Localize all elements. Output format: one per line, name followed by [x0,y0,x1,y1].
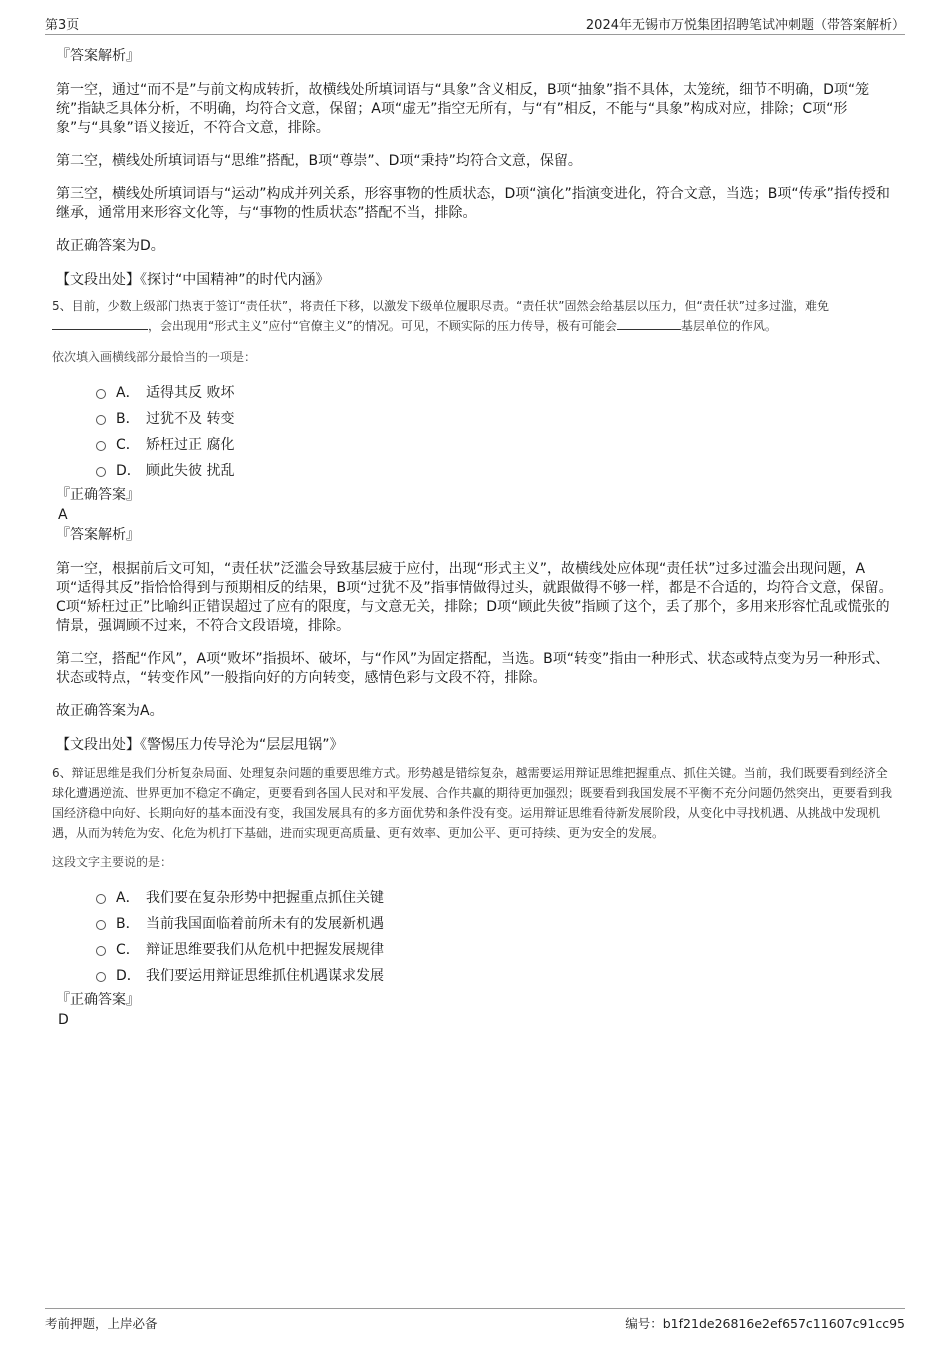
radio-icon[interactable] [96,415,106,425]
analysis-paragraph: 第三空，横线处所填词语与“运动”构成并列关系，形容事物的性质状态，D项“演化”指演变进化，符合文意，当选；B项“传承”指传授和继承，通常用来形容文化等，与“事物的性质状态”搭配不当，排除。 [56,186,890,221]
blank-1 [52,317,148,330]
footer-slogan: 考前押题，上岸必备 [45,1316,158,1331]
analysis-label: 『答案解析』 [56,527,140,543]
document-serial: 编号：b1f21de26816e2ef657c11607c91cc95 [625,1316,905,1331]
radio-icon[interactable] [96,894,106,904]
option-d[interactable]: D． 我们要运用辩证思维抓住机遇谋求发展 [96,963,894,989]
correct-answer: A [58,507,68,523]
correct-answer-label: 『正确答案』 [56,992,140,1008]
radio-icon[interactable] [96,441,106,451]
analysis-paragraph: 第二空，横线处所填词语与“思维”搭配，B项“尊崇”、D项“秉持”均符合文意，保留。 [56,153,582,169]
option-c[interactable]: C． 辩证思维要我们从危机中把握发展规律 [96,937,894,963]
page-content [52,45,894,1029]
option-a[interactable]: A． 适得其反 败坏 [96,380,894,406]
correct-answer: D [58,1012,69,1028]
source-citation: 【文段出处】《探讨“中国精神”的时代内涵》 [56,272,330,288]
page-header [45,14,905,35]
analysis-label: 『答案解析』 [56,48,140,64]
analysis-paragraph: 第二空，搭配“作风”，A项“败坏”指损坏、破坏，与“作风”为固定搭配，当选。B项“转变”指由一种形式、状态或特点变为另一种形式、状态或特点，“转变作风”一般指向好的方向转变，感情色彩与文段不符，排除。 [56,651,890,686]
question-5-stem: 5、目前，少数上级部门热衷于签订“责任状”，将责任下移，以激发下级单位履职尽责。“责任状”固然会给基层以压力，但“责任状”过多过滥，难免，会出现用“形式主义”应付“官僚主义”的情况。可见，不顾实际的压力传导，极有可能会 基层单位的作风。 [52,299,829,333]
correct-answer-label: 『正确答案』 [56,487,140,503]
analysis-paragraph: 第一空，根据前后文可知，“责任状”泛滥会导致基层疲于应付，出现“形式主义”，故横线处应体现“责任状”过多过滥会出现问题，A项“适得其反”指恰恰得到与预期相反的结果，B项“过犹不及”指事情做得过头，就跟做得不够一样，都是不合适的，均符合文意，保留。C项“矫枉过正”比喻纠正错误超过了应有的限度，与文意无关，排除；D项“顾此失彼”指顾了这个，丢了那个，多用来形容忙乱或慌张的情景，强调顾不过来，不符合文段语境，排除。 [56,561,893,634]
radio-icon[interactable] [96,467,106,477]
option-c[interactable]: C． 矫枉过正 腐化 [96,432,894,458]
answer-conclusion: 故正确答案为A。 [56,703,164,719]
question-6-options [96,885,894,989]
source-citation: 【文段出处】《警惕压力传导沦为“层层甩锅”》 [56,737,344,753]
option-b[interactable]: B． 当前我国面临着前所未有的发展新机遇 [96,911,894,937]
radio-icon[interactable] [96,972,106,982]
question-5-prompt: 依次填入画横线部分最恰当的一项是： [52,350,257,364]
document-title: 2024年无锡市万悦集团招聘笔试冲刺题（带答案解析） [585,18,905,33]
radio-icon[interactable] [96,389,106,399]
question-6-stem: 6、辩证思维是我们分析复杂局面、处理复杂问题的重要思维方式。形势越是错综复杂，越需要运用辩证思维把握重点、抓住关键。当前，我们既要看到经济全球化遭遇逆流、世界更加不稳定不确定，更要看到各国人民对和平发展、合作共赢的期待更加强烈；既要看到我国发展不平衡不充分问题仍然突出，更要看到我国经济稳中向好、长期向好的基本面没有变，我国发展具有的多方面优势和条件没有变。运用辩证思维看待新发展阶段，从变化中寻找机遇、从挑战中发现机遇，从而为转危为安、化危为机打下基础，进而实现更高质量、更有效率、更加公平、更可持续、更为安全的发展。 [52,766,893,840]
blank-2 [617,317,681,330]
option-d[interactable]: D． 顾此失彼 扰乱 [96,458,894,484]
page-number: 第3页 [45,18,80,33]
question-6-prompt: 这段文字主要说的是： [52,855,173,869]
radio-icon[interactable] [96,920,106,930]
analysis-paragraph: 第一空，通过“而不是”与前文构成转折，故横线处所填词语与“具象”含义相反，B项“抽象”指不具体，太笼统，细节不明确，D项“笼统”指缺乏具体分析，不明确，均符合文意，保留；A项“虚无”指空无所有，与“有”相反，不能与“具象”构成对应，排除；C项“形象”与“具象”语义接近，不符合文意，排除。 [56,82,870,136]
option-b[interactable]: B． 过犹不及 转变 [96,406,894,432]
question-5-options [96,380,894,484]
option-a[interactable]: A． 我们要在复杂形势中把握重点抓住关键 [96,885,894,911]
page-footer [45,1308,905,1331]
radio-icon[interactable] [96,946,106,956]
answer-conclusion: 故正确答案为D。 [56,238,165,254]
